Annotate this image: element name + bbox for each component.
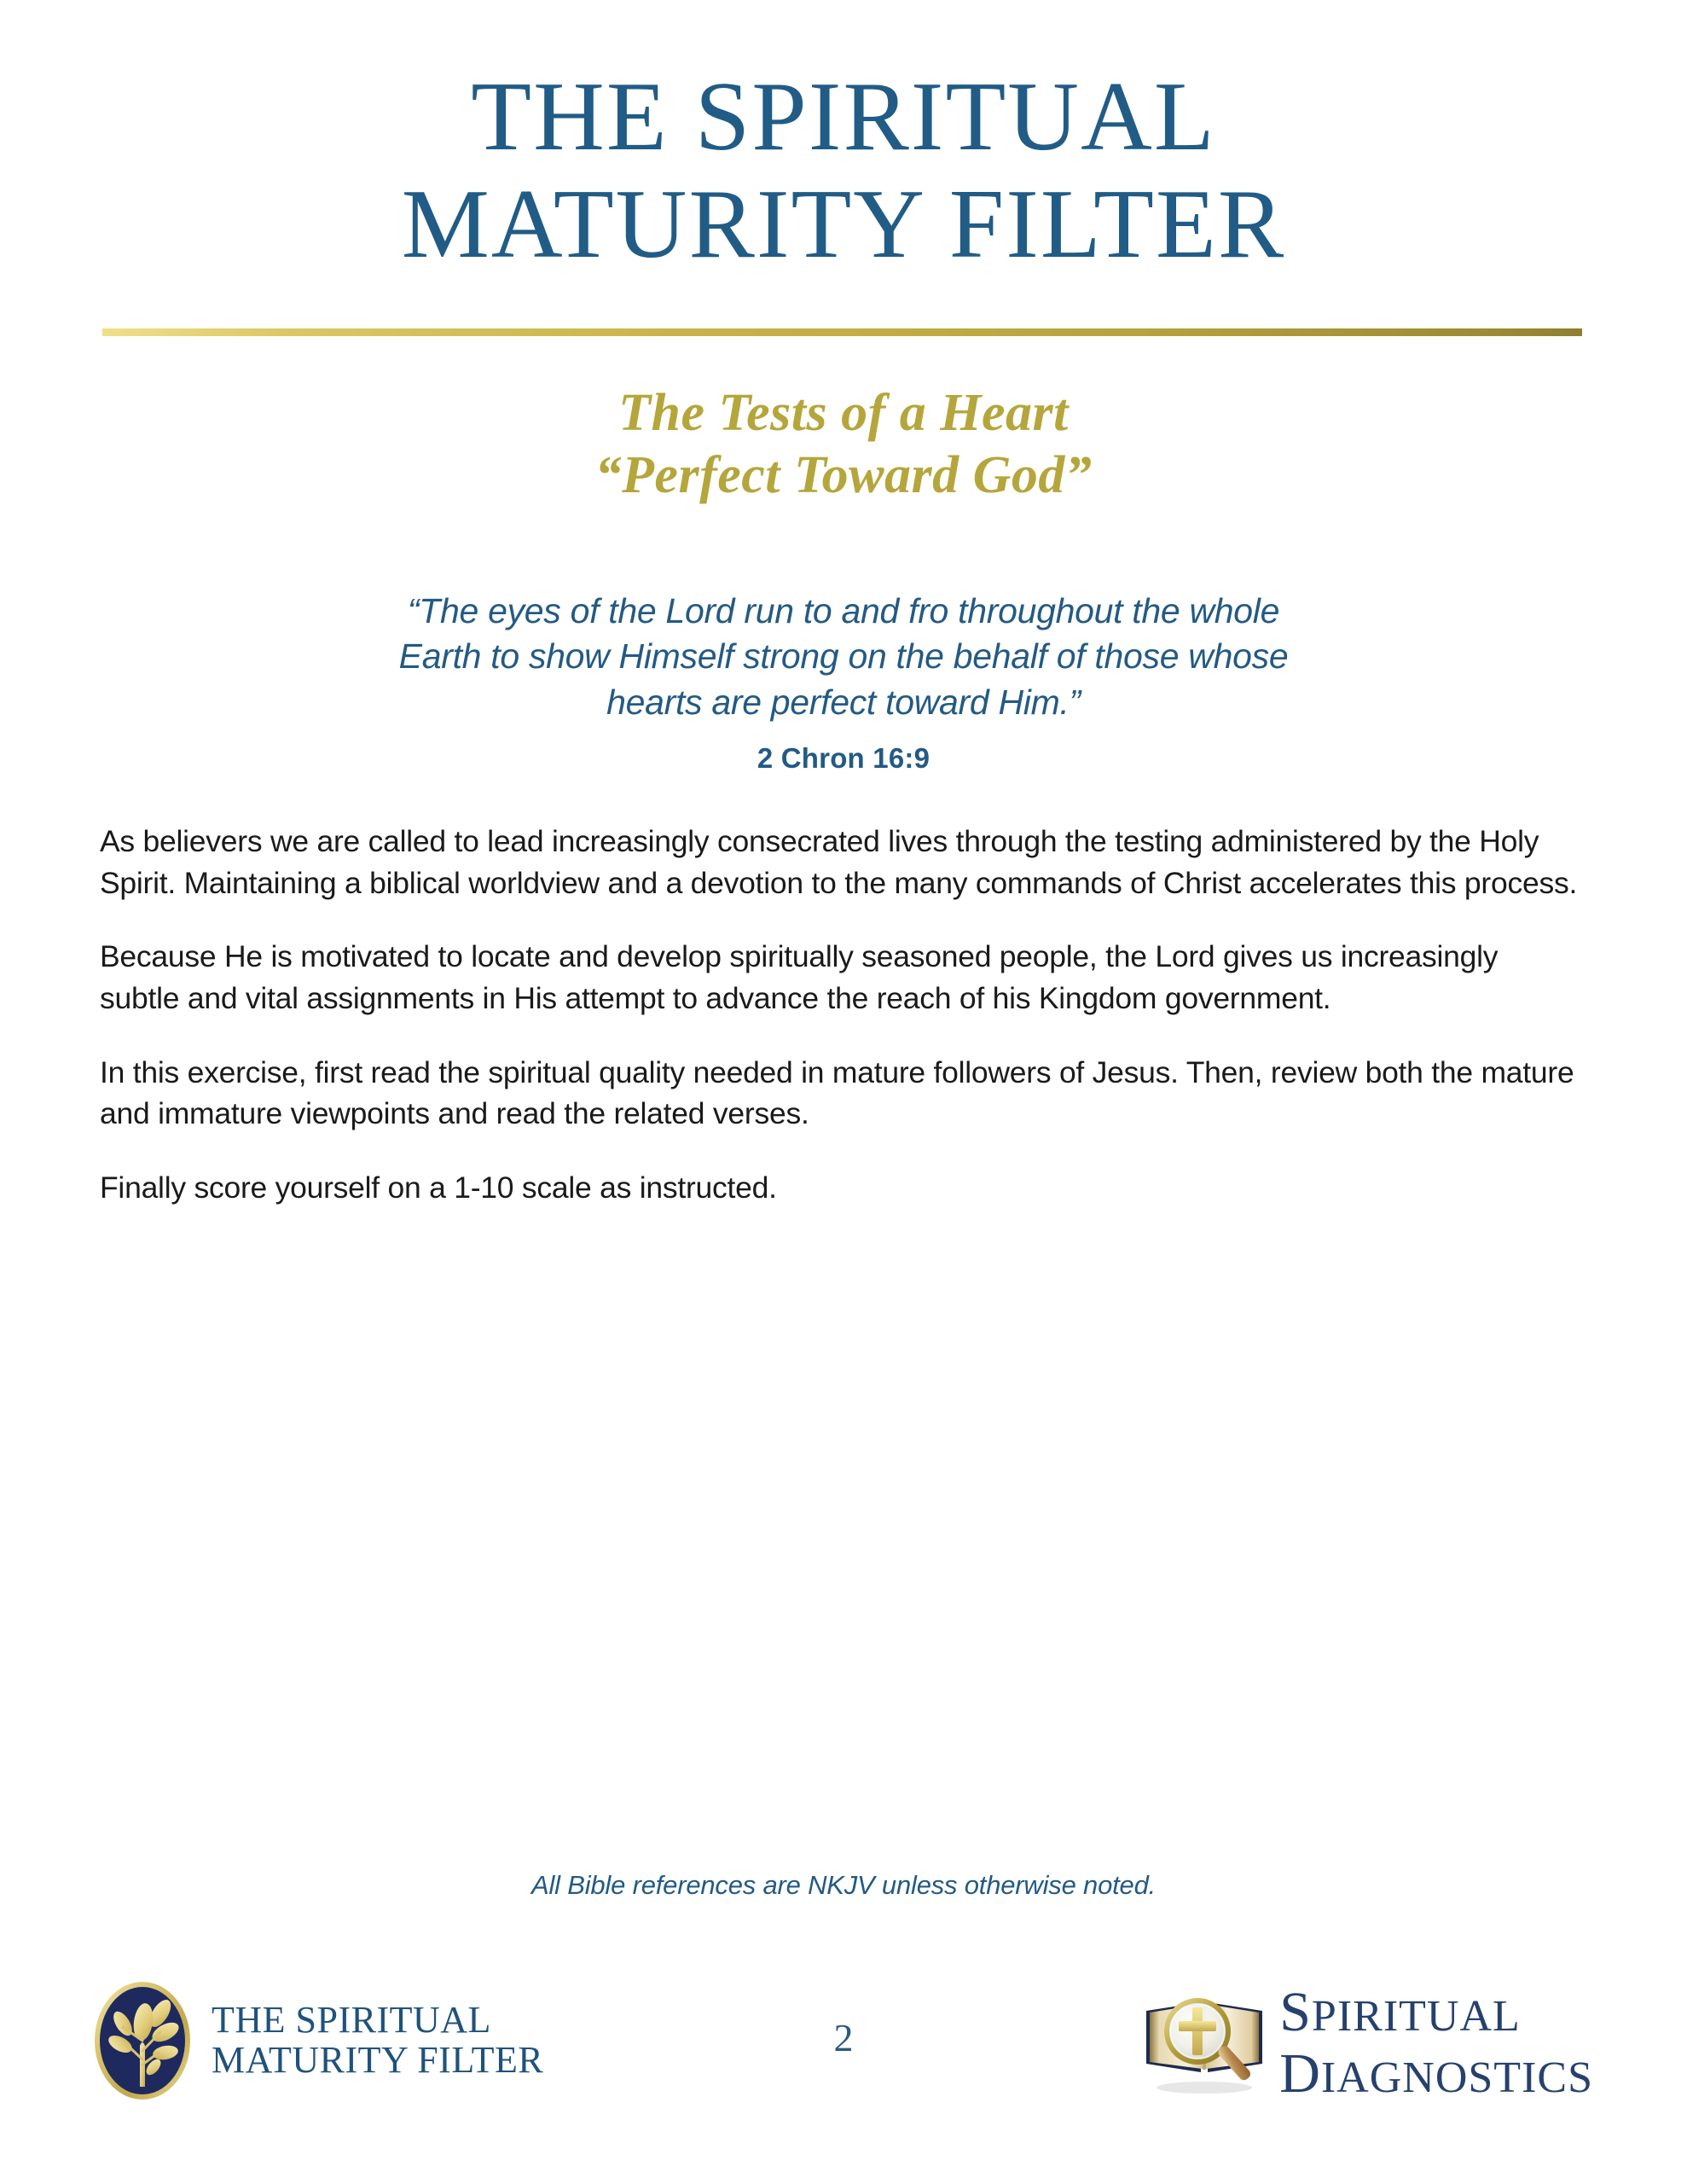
scripture-quote: [0, 589, 1687, 775]
spiritual-diagnostics-wordmark: [1279, 1981, 1593, 2105]
body-content: [100, 821, 1586, 1240]
spiritual-diagnostics-logo: [1141, 1981, 1593, 2105]
sd-rest-diagnostics: IAGNOSTICS: [1320, 2053, 1593, 2102]
logo-line-1: THE SPIRITUAL: [212, 1999, 491, 2042]
book-magnifier-cross-icon: [1141, 1987, 1267, 2100]
gold-divider-rule: [102, 328, 1582, 336]
subtitle-line-2: “Perfect Toward God”: [594, 446, 1093, 505]
subtitle-line-1: The Tests of a Heart: [618, 384, 1069, 442]
sd-wordmark-line-1: [1279, 1981, 1593, 2043]
scripture-line-1: “The eyes of the Lord run to and fro throughout the whole: [407, 591, 1280, 630]
body-paragraph: Finally score yourself on a 1-10 scale as instructed.: [100, 1170, 777, 1205]
sd-cap-d: D: [1279, 2042, 1321, 2105]
page-title: [0, 62, 1687, 280]
logo-line-2: MATURITY FILTER: [212, 2039, 544, 2081]
sd-wordmark-line-2: [1279, 2042, 1593, 2105]
scripture-citation: 2 Chron 16:9: [757, 741, 930, 774]
bible-version-note: All Bible references are NKJV unless otherwise noted.: [530, 1870, 1157, 1900]
page-number: 2: [833, 2016, 854, 2059]
page-footer: [0, 1971, 1687, 2133]
scripture-line-3: hearts are perfect toward Him.”: [606, 682, 1081, 722]
page-subtitle: [0, 382, 1687, 507]
sd-rest-spiritual: PIRITUAL: [1311, 1992, 1521, 2041]
scripture-line-2: Earth to show Himself strong on the behalf of those whose: [398, 636, 1289, 677]
body-paragraph: Because He is motivated to locate and develop spiritually seasoned people, the Lord gives us increasingly subtle and vital assignments in His attempt to advance the reach of his Kingdom government.: [100, 939, 1499, 1015]
body-paragraph: As believers we are called to lead increasingly consecrated lives through the testing administered by the Holy Spirit. Maintaining a biblical worldview and a devotion to the many commands of Christ accelerates this process.: [100, 824, 1578, 900]
title-line-1: THE SPIRITUAL: [471, 62, 1216, 171]
body-paragraph: In this exercise, first read the spiritual quality needed in mature followers of Jesus. Then, review both the mature and immature viewpoints and read the related verses.: [100, 1054, 1574, 1131]
title-line-2: MATURITY FILTER: [401, 170, 1286, 280]
sd-cap-s: S: [1279, 1981, 1312, 2043]
